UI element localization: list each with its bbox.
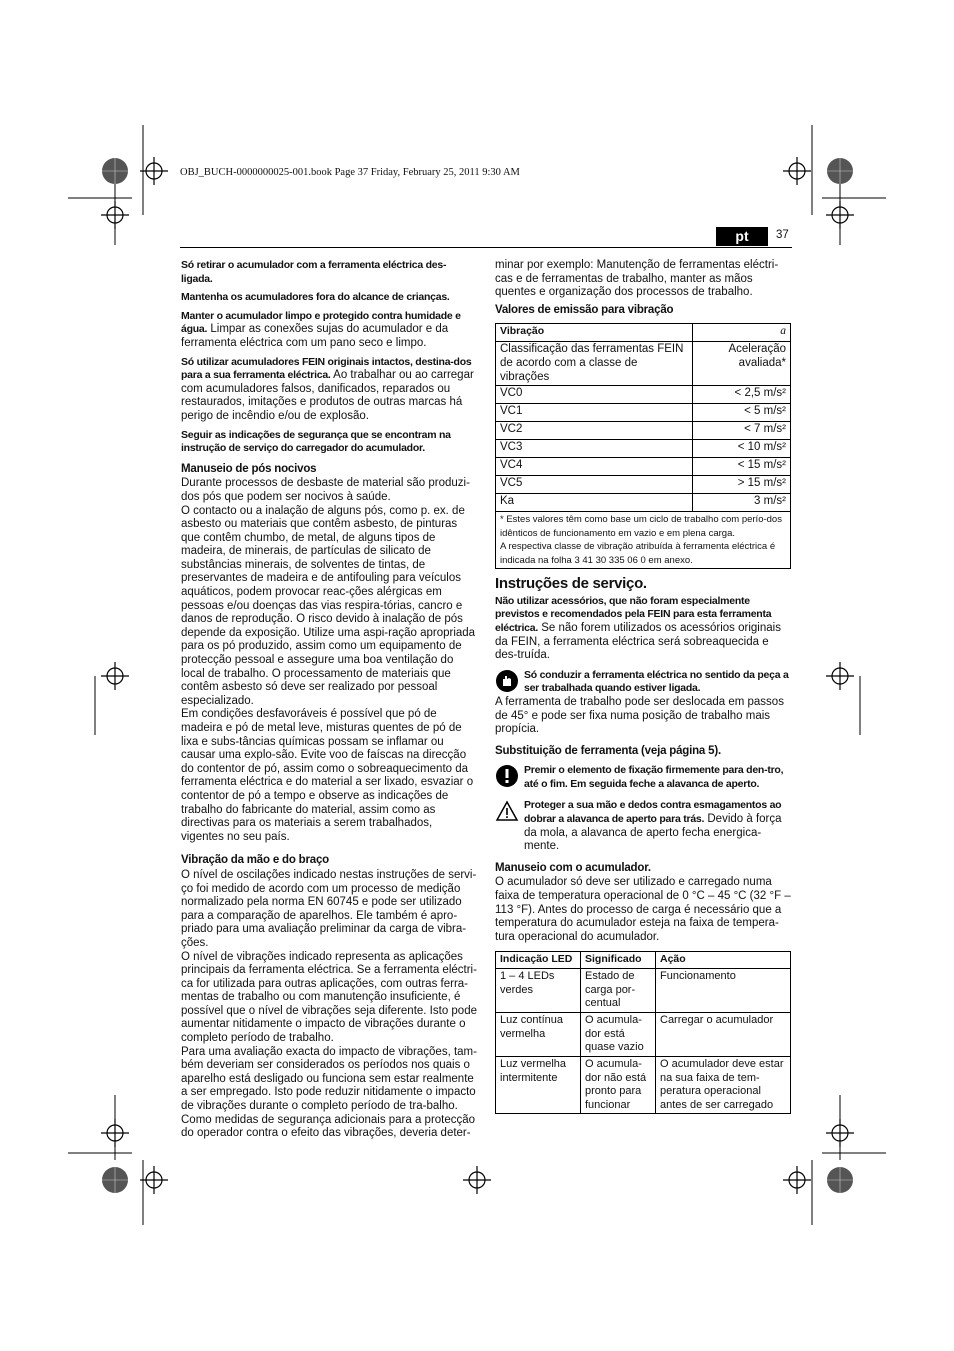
battery-note-5: Seguir as indicações de segurança que se encontram na instrução de serviço do carregador do acumulador. [181,428,451,455]
table-cell: < 15 m/s² [693,458,791,476]
table-cell: Carregar o acumulador [656,1013,791,1057]
vibration-table-col-2: Aceleração avaliada* [693,342,791,386]
service-note-1: Não utilizar acessórios, que não foram especialmente previstos e recomendados pela FEIN para esta ferramenta eléctrica. [495,594,772,634]
table-row: VC4 [496,458,693,476]
exclamation-circle-icon [495,765,519,787]
table-cell: Funcionamento [656,969,791,1013]
table-cell: Luz contínua vermelha [496,1013,581,1057]
vibration-heading: Vibração da mão e do braço [181,854,329,867]
led-table-header: Ação [656,952,791,969]
table-row: VC5 [496,476,693,494]
service-note-1-text: Se não forem utilizados os acessórios originais da FEIN, a ferramenta eléctrica será sobreaquecida e des-truída. [495,621,781,662]
dust-paragraph-3: Em condições desfavoráveis é possível que pó de madeira e pó de metal leve, misturas quentes de pó de lixa e subs-tâncias químicas possam se inflamar ou causar uma explo-são. Evite voo de faíscas na direcção do contentor de pó, assim como o sobreaquecimento da ferramenta eléctrica e do material a ser lixado, esvaziar o contentor de pó a tempo e observe as indicações de trabalho do fabricante do material, assim como as directivas para os materiais a serem trabalhados, vigentes no seu país. [181,708,474,843]
dust-paragraph-2: O contacto ou a inalação de alguns pós, como p. ex. de asbesto ou materiais que contêm asbesto, de pinturas que contêm chumbo, de metal, de alguns tipos de madeira, de minerais, de partículas de silicato de substâncias minerais, de solventes de tintas, de preservantes de madeira e de antifouling para veículos aquáticos, podem provocar reac-ções alérgicas em pessoas e/ou doenças das vias respira-tórias, cancro e danos de reprodução. O risco devido à inalação de pós depende da exposição. Utilize uma aspi-ração apropriada para os pó produzido, assim como um equipamento de protecção pessoal e assegure uma boa ventilação do local de trabalho. O processamento de materiais que contêm asbesto só deve ser realizado por pessoal especializado. [181,504,476,707]
led-table-header: Significado [581,952,656,969]
vibration-table-col-1: Classificação das ferramentas FEIN de acordo com a classe de vibrações [496,342,693,386]
table-cell: Estado de carga por-centual [581,969,656,1013]
tool-change-note-1: Premir o elemento de fixação firmemente para den-tro, até o fim. Em seguida feche a alavanca de aperto. [524,764,784,790]
battery-handling-heading: Manuseio com o acumulador. [495,861,651,874]
battery-note-4: Só utilizar acumuladores FEIN originais intactos, destina-dos para a sua ferramenta eléctrica. [181,355,472,382]
emission-heading: Valores de emissão para vibração [495,303,674,316]
table-cell: < 10 m/s² [693,440,791,458]
vibration-paragraph-4: Como medidas de segurança adicionais para a protecção do operador contra o efeito das vibrações, deveria deter- [181,1113,476,1140]
hand-symbol-icon [495,670,519,692]
table-cell: O acumulador deve estar na sua faixa de tem-peratura operacional antes de ser carregado [656,1057,791,1114]
battery-note-3: Manter o acumulador limpo e protegido contra humidade e água. [181,309,461,336]
continued-paragraph: minar por exemplo: Manutenção de ferramentas eléctri-cas e de ferramentas de trabalho, manter as mãos quentes e organização dos processos de trabalho. [495,259,779,299]
vibration-paragraph-3: Para uma avaliação exacta do impacto de vibrações, tam-bém deveriam ser considerados os períodos nos quais o aparelho está desligado ou funciona sem estar realmente a ser empregado. Isto pode reduzir nitidamente o impacto de vibrações durante o completo período de tra-balho. [181,1045,477,1113]
service-heading: Instruções de serviço. [495,575,647,593]
dust-paragraph-1: Durante processos de desbaste de material são produzi-dos pós que podem ser nocivos à saúde. [181,477,470,503]
battery-note-1: Só retirar o acumulador com a ferramenta eléctrica des-ligada. [181,259,447,285]
vibration-table-header-1: Vibração [496,324,693,342]
table-cell: O acumula-dor está quase vazio [581,1013,656,1057]
battery-note-2: Mantenha os acumuladores fora do alcance de crianças. [181,291,450,304]
table-cell: O acumula-dor não está pronto para funcionar [581,1057,656,1114]
table-row: Ka [496,494,693,512]
tool-change-note-2-text: Devido à força da mola, a alavanca de aperto fecha energica-mente. [524,813,782,853]
table-cell: 3 m/s² [693,494,791,512]
service-note-2: Só conduzir a ferramenta eléctrica no sentido da peça a ser trabalhada quando estiver ligada. [524,668,789,695]
vibration-table-note-2: A respectiva classe de vibração atribuída à ferramenta eléctrica é indicada na folha 3 41 30 335 06 0 em anexo. [500,541,776,566]
table-row: VC3 [496,440,693,458]
dust-heading: Manuseio de pós nocivos [181,462,317,475]
table-cell: 1 – 4 LEDs verdes [496,969,581,1013]
header-rule [180,247,792,248]
book-info-line: OBJ_BUCH-0000000025-001.book Page 37 Friday, February 25, 2011 9:30 AM [180,167,520,178]
battery-note-4-text: Ao trabalhar ou ao carregar com acumuladores falsos, danificados, reparados ou restaurados, imitações e produtos de outras marcas há perigo de incêndio e/ou de explosão. [181,369,474,422]
table-cell: < 2,5 m/s² [693,386,791,404]
vibration-paragraph-2: O nível de vibrações indicado representa as aplicações principais da ferramenta eléctrica. Se a ferramenta eléctri-ca for utilizada para outras aplicações, com outras ferra-mentas de trabalho ou com manutenção insuficiente, é possível que o nível de vibrações seja diferente. Isto pode aumentar nitidamente o impacto de vibrações durante o completo período de trabalho. [181,950,477,1045]
led-table [495,951,791,1114]
table-cell: < 7 m/s² [693,422,791,440]
table-row: VC0 [496,386,693,404]
table-row: VC2 [496,422,693,440]
tool-change-note-2: Proteger a sua mão e dedos contra esmagamentos ao dobrar a alavanca de aperto para trás. [524,799,782,826]
table-cell: < 5 m/s² [693,404,791,422]
battery-handling-text: O acumulador só deve ser utilizado e carregado numa faixa de temperatura operacional de 0 °C – 45 °C (32 °F – 113 °F). Antes do processo de carga é necessário que a temperatura do acumulador esteja na faixa de tempera-tura operacional do acumulador. [495,876,791,943]
vibration-paragraph-1: O nível de oscilações indicado nestas instruções de servi-ço foi medido de acordo com um processo de medição normalizado pela norma EN 60745 e pode ser utilizado para a comparação de aparelhos. Ele também é apro-priado para uma avaliação preliminar da carga de vibra-ções. [181,868,477,949]
battery-note-3-text: Limpar as conexões sujas do acumulador e da ferramenta eléctrica com um pano seco e limpo. [181,323,449,349]
vibration-table [495,323,791,569]
vibration-table-header-2: a [693,324,791,342]
page-number: 37 [776,229,789,241]
tool-change-heading: Substituição de ferramenta (veja página 5). [495,744,721,757]
left-column [181,259,477,1141]
warning-triangle-icon [495,800,519,822]
table-row: VC1 [496,404,693,422]
right-column [495,259,791,1114]
service-note-2-text: A ferramenta de trabalho pode ser deslocada em passos de 45° e pode ser fixa numa posição de trabalho mais propícia. [495,695,784,736]
led-table-header: Indicação LED [496,952,581,969]
language-tab: pt [716,227,768,246]
table-cell: Luz vermelha intermitente [496,1057,581,1114]
vibration-table-note-1: * Estes valores têm como base um ciclo de trabalho com perío-dos idênticos de funcionamento em vazio e em plena carga. [500,514,782,539]
table-cell: > 15 m/s² [693,476,791,494]
